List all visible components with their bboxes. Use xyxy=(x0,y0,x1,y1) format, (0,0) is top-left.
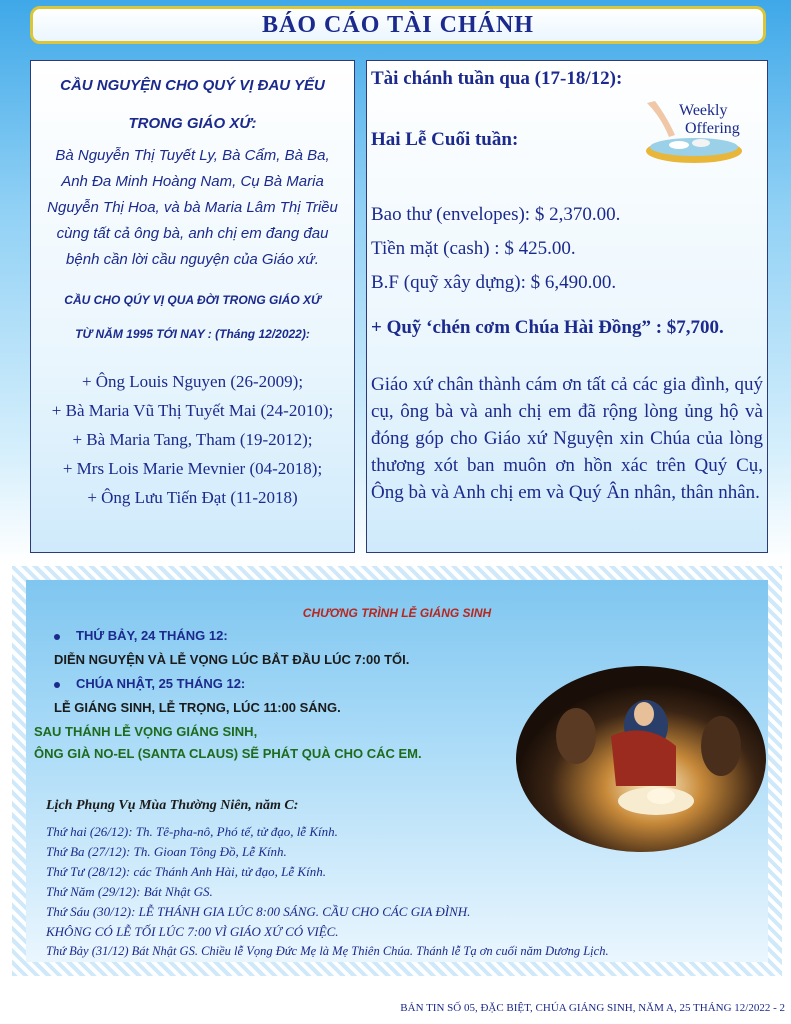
program-bullet-2: CHÚA NHẬT, 25 THÁNG 12: xyxy=(54,676,245,691)
santa-line-1: SAU THÁNH LỄ VỌNG GIÁNG SINH, xyxy=(34,724,258,739)
finance-title: Tài chánh tuần qua (17-18/12): xyxy=(371,68,623,89)
program-bullet-1: THỨ BẢY, 24 THÁNG 12: xyxy=(54,628,228,643)
nativity-image xyxy=(516,666,766,852)
sick-line: Bà Nguyễn Thị Tuyết Ly, Bà Cẩm, Bà Ba, xyxy=(55,147,330,164)
sick-heading-line1: CẦU NGUYỆN CHO QUÝ VỊ ĐAU YẾU xyxy=(60,77,325,94)
christmas-section xyxy=(12,566,782,976)
liturgy-title: Lịch Phụng Vụ Mùa Thường Niên, năm C: xyxy=(46,798,299,813)
sick-line: Anh Đa Minh Hoàng Nam, Cụ Bà Maria xyxy=(61,173,324,190)
sick-heading-line2: TRONG GIÁO XỨ: xyxy=(128,115,257,132)
offering-label-1: Weekly xyxy=(679,102,728,119)
deceased-heading-line1: CẦU CHO QÚY VỊ QUA ĐỜI TRONG GIÁO XỨ xyxy=(64,293,321,307)
bullet-icon xyxy=(54,634,60,640)
program-title: CHƯƠNG TRÌNH LỄ GIÁNG SINH xyxy=(302,606,492,620)
thanks-paragraph: Giáo xứ chân thành cám ơn tất cả các gia đình, quý cụ, ông bà và anh chị em đã rộng lòng ủng hộ và đóng góp cho Giáo xứ Nguyện xin Chúa của lòng thương xót ban muôn ơn hồn xác trên Quý Cụ, Ông bà và Anh chị em và Quý Ân nhân, thân nhân. xyxy=(371,374,763,503)
bullet-icon xyxy=(54,682,60,688)
santa-line-2: ÔNG GIÀ NO-EL (SANTA CLAUS) SẼ PHÁT QUÀ CHO CÁC EM. xyxy=(34,746,422,761)
sick-line: Nguyễn Thị Hoa, và bà Maria Lâm Thị Triều xyxy=(47,199,338,216)
weekly-offering-icon xyxy=(639,99,749,171)
liturgy-line: KHÔNG CÓ LỄ TỐI LÚC 7:00 VÌ GIÁO XỨ CÓ VIỆC. xyxy=(46,924,339,939)
amount-envelopes: Bao thư (envelopes): $ 2,370.00. xyxy=(371,204,621,225)
program-line-1: DIỄN NGUYỆN VÀ LỄ VỌNG LÚC BẮT ĐẦU LÚC 7:00 TỐI. xyxy=(54,652,410,667)
page-footer: BẢN TIN SỐ 05, ĐẶC BIỆT, CHÚA GIÁNG SINH, NĂM A, 25 THÁNG 12/2022 - 2 xyxy=(400,1002,785,1014)
sick-line: bệnh cần lời cầu nguyện của Giáo xứ. xyxy=(66,251,319,268)
amount-list xyxy=(371,198,620,300)
finance-subtitle: Hai Lễ Cuối tuần: xyxy=(371,129,519,150)
deceased-item: + Bà Maria Vũ Thị Tuyết Mai (24-2010); xyxy=(51,401,334,420)
liturgy-line: Thứ Sáu (30/12): LỄ THÁNH GIA LÚC 8:00 SÁNG. CẦU CHO CÁC GIA ĐÌNH. xyxy=(46,904,471,919)
deceased-item: + Ông Lưu Tiến Đạt (11-2018) xyxy=(87,488,298,507)
title-banner xyxy=(30,6,766,44)
fund-line: + Quỹ ‘chén cơm Chúa Hài Đồng” : $7,700. xyxy=(371,317,724,338)
amount-cash: Tiền mặt (cash) : $ 425.00. xyxy=(371,238,576,259)
liturgy-line: Thứ Tư (28/12): các Thánh Anh Hài, tử đạo, Lễ Kính. xyxy=(46,864,326,879)
deceased-item: + Mrs Lois Marie Mevnier (04-2018); xyxy=(62,459,323,478)
deceased-heading-line2: TỪ NĂM 1995 TỚI NAY : (Tháng 12/2022): xyxy=(75,327,310,341)
page-title: BÁO CÁO TÀI CHÁNH xyxy=(262,11,534,38)
liturgy-line: Thứ Năm (29/12): Bát Nhật GS. xyxy=(46,884,213,899)
amount-building-fund: B.F (quỹ xây dựng): $ 6,490.00. xyxy=(371,272,617,293)
program-line-2: LỄ GIÁNG SINH, LỄ TRỌNG, LÚC 11:00 SÁNG. xyxy=(54,700,341,715)
prayer-panel xyxy=(30,60,355,553)
offering-label-2: Offering xyxy=(685,120,740,137)
finance-panel xyxy=(366,60,768,553)
liturgy-line: Thứ Bảy (31/12) Bát Nhật GS. Chiều lễ Vọng Đức Mẹ là Mẹ Thiên Chúa. Thánh lễ Tạ ơn cuối năm Dương Lịch. xyxy=(46,944,609,958)
deceased-item: + Ông Louis Nguyen (26-2009); xyxy=(81,372,304,391)
liturgy-line: Thứ hai (26/12): Th. Tê-pha-nô, Phó tế, tử đạo, lễ Kính. xyxy=(46,824,338,839)
sick-line: cùng tất cả ông bà, anh chị em đang đau xyxy=(56,225,329,242)
deceased-item: + Bà Maria Tang, Tham (19-2012); xyxy=(72,430,313,449)
liturgy-line: Thứ Ba (27/12): Th. Gioan Tông Đồ, Lễ Kính. xyxy=(46,844,287,859)
